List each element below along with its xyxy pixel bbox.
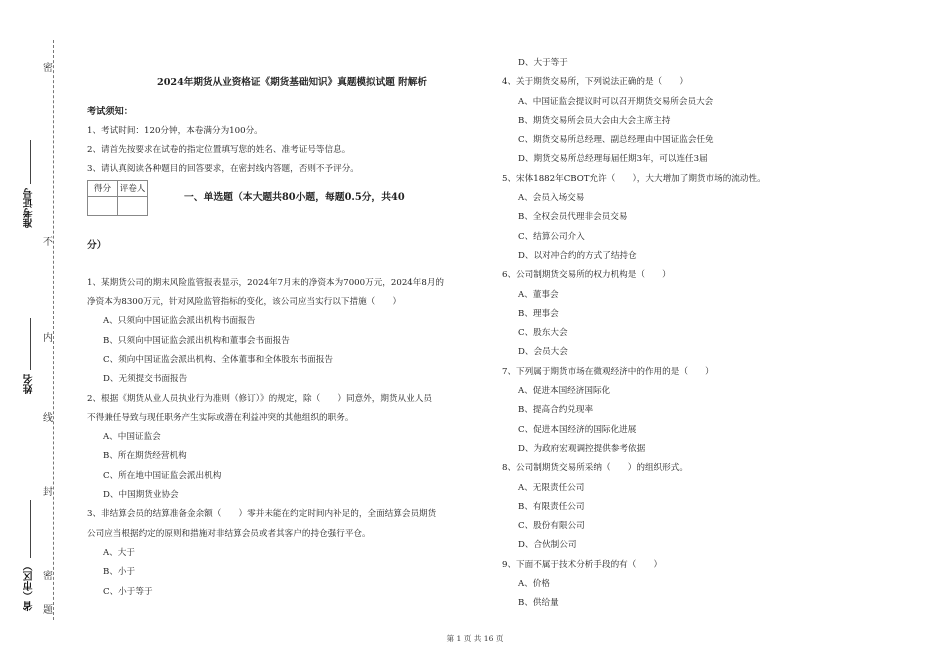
binding-margin — [0, 0, 80, 671]
answer-option: A、无限责任公司 — [518, 482, 585, 493]
grader-header: 评卷人 — [118, 181, 148, 197]
answer-option: B、小于 — [103, 567, 136, 578]
right-column — [502, 54, 922, 614]
answer-option: A、促进本国经济国际化 — [518, 386, 611, 397]
label-xingming: 姓名 — [24, 374, 35, 394]
answer-option: A、董事会 — [518, 289, 559, 300]
answer-option: C、期货交易所总经理、副总经理由中国证监会任免 — [518, 135, 714, 146]
seal-char: 题 — [43, 600, 53, 617]
seal-char: 内 — [43, 328, 53, 345]
answer-option: C、促进本国经济的国际化进展 — [518, 424, 637, 435]
right-questions — [502, 54, 922, 614]
answer-option: C、股份有限公司 — [518, 521, 585, 532]
question-text: 净资本为8300万元，针对风险监管指标的变化，该公司应当实行以下措施（ ） — [87, 297, 402, 308]
question-text: 8、公司制期货交易所采纳（ ）的组织形式。 — [502, 463, 688, 474]
left-questions — [87, 274, 487, 602]
answer-option: D、为政府宏观调控提供参考依据 — [518, 443, 646, 454]
seal-char: 不 — [43, 232, 53, 249]
label-shengshiqu: 省（市区） — [24, 561, 35, 611]
seal-dashed-line — [53, 40, 54, 620]
page-footer: 第 1 页 共 16 页 — [446, 634, 504, 643]
seal-char: 密 — [43, 58, 53, 75]
notice-item: 2、请首先按要求在试卷的指定位置填写您的姓名、准考证号等信息。 — [87, 144, 351, 155]
seal-char: 线 — [43, 408, 53, 425]
label-zhunkaozheng: 准考证号 — [24, 188, 35, 228]
score-cell — [88, 197, 118, 216]
answer-option: D、无须提交书面报告 — [103, 374, 188, 385]
question-text: 2、根据《期货从业人员执业行为准则（修订）》的规定，除（ ）同意外，期货从业人员 — [87, 393, 432, 404]
grader-cell — [118, 197, 148, 216]
score-header: 得分 — [88, 181, 118, 197]
answer-option: A、价格 — [518, 579, 550, 590]
answer-option: D、期货交易所总经理每届任期3年，可以连任3届 — [518, 154, 708, 165]
answer-option: B、只须向中国证监会派出机构和董事会书面报告 — [103, 335, 290, 346]
question-text: 5、宋体1882年CBOT允许（ ），大大增加了期货市场的流动性。 — [502, 173, 766, 184]
seal-char: 封 — [43, 482, 53, 499]
answer-option: A、只须向中国证监会派出机构书面报告 — [103, 316, 256, 327]
notice-item: 1、考试时间：120分钟，本卷满分为100分。 — [87, 125, 263, 136]
answer-option: C、须向中国证监会派出机构、全体董事和全体股东书面报告 — [103, 354, 334, 365]
section-heading-cont: 分） — [87, 240, 107, 252]
answer-option: D、中国期货业协会 — [103, 490, 179, 501]
question-text: 不得兼任导致与现任职务产生实际或潜在利益冲突的其他组织的职务。 — [87, 412, 354, 423]
notice-heading: 考试须知： — [87, 106, 133, 118]
score-section — [87, 180, 487, 216]
answer-option: A、大于 — [103, 547, 135, 558]
answer-option: A、中国证监会提议时可以召开期货交易所会员大会 — [518, 96, 714, 107]
answer-option: D、以对冲合约的方式了结持仓 — [518, 250, 637, 261]
question-text: 1、某期货公司的期末风险监管报表显示，2024年7月末的净资本为7000万元，2024年8月的 — [87, 277, 445, 288]
answer-option: B、全权会员代理非会员交易 — [518, 212, 628, 223]
question-text: 公司应当根据约定的原则和措施对非结算会员或者其客户的持仓强行平仓。 — [87, 528, 371, 539]
answer-option: B、理事会 — [518, 308, 559, 319]
document-title: 2024年期货从业资格证《期货基础知识》真题模拟试题 附解析 — [157, 77, 427, 88]
answer-option: D、大于等于 — [518, 58, 568, 68]
fill-line-xingming — [30, 318, 31, 370]
answer-option: C、结算公司介入 — [518, 231, 585, 242]
score-table — [87, 180, 148, 216]
answer-option: A、中国证监会 — [103, 432, 161, 443]
seal-char: 密 — [43, 566, 53, 583]
left-column — [87, 73, 487, 602]
answer-option: B、所在期货经营机构 — [103, 451, 187, 462]
question-text: 6、公司制期货交易所的权力机构是（ ） — [502, 270, 671, 281]
answer-option: B、提高合约兑现率 — [518, 405, 594, 416]
answer-option: D、会员大会 — [518, 347, 568, 358]
notice-item: 3、请认真阅读各种题目的回答要求，在密封线内答题，否则不予评分。 — [87, 164, 359, 175]
answer-option: B、供给量 — [518, 598, 559, 609]
question-text: 3、非结算会员的结算准备金余额（ ）零并未能在约定时间内补足的，全面结算会员期货 — [87, 509, 437, 520]
answer-option: B、有限责任公司 — [518, 501, 585, 512]
question-text: 7、下列属于期货市场在微观经济中的作用的是（ ） — [502, 366, 714, 377]
fill-line-shengshiqu — [30, 500, 31, 558]
question-text: 9、下面不属于技术分析手段的有（ ） — [502, 559, 663, 570]
answer-option: A、会员入场交易 — [518, 193, 585, 204]
answer-option: C、小于等于 — [103, 586, 153, 597]
section-heading: 一、单选题（本大题共80小题，每题0.5分，共40 — [184, 192, 405, 204]
answer-option: D、合伙制公司 — [518, 540, 577, 551]
question-text: 4、关于期货交易所，下列说法正确的是（ ） — [502, 77, 688, 88]
answer-option: C、股东大会 — [518, 328, 568, 339]
answer-option: B、期货交易所会员大会由大会主席主持 — [518, 115, 671, 126]
answer-option: C、所在地中国证监会派出机构 — [103, 470, 222, 481]
fill-line-zhunkaozheng — [30, 140, 31, 184]
